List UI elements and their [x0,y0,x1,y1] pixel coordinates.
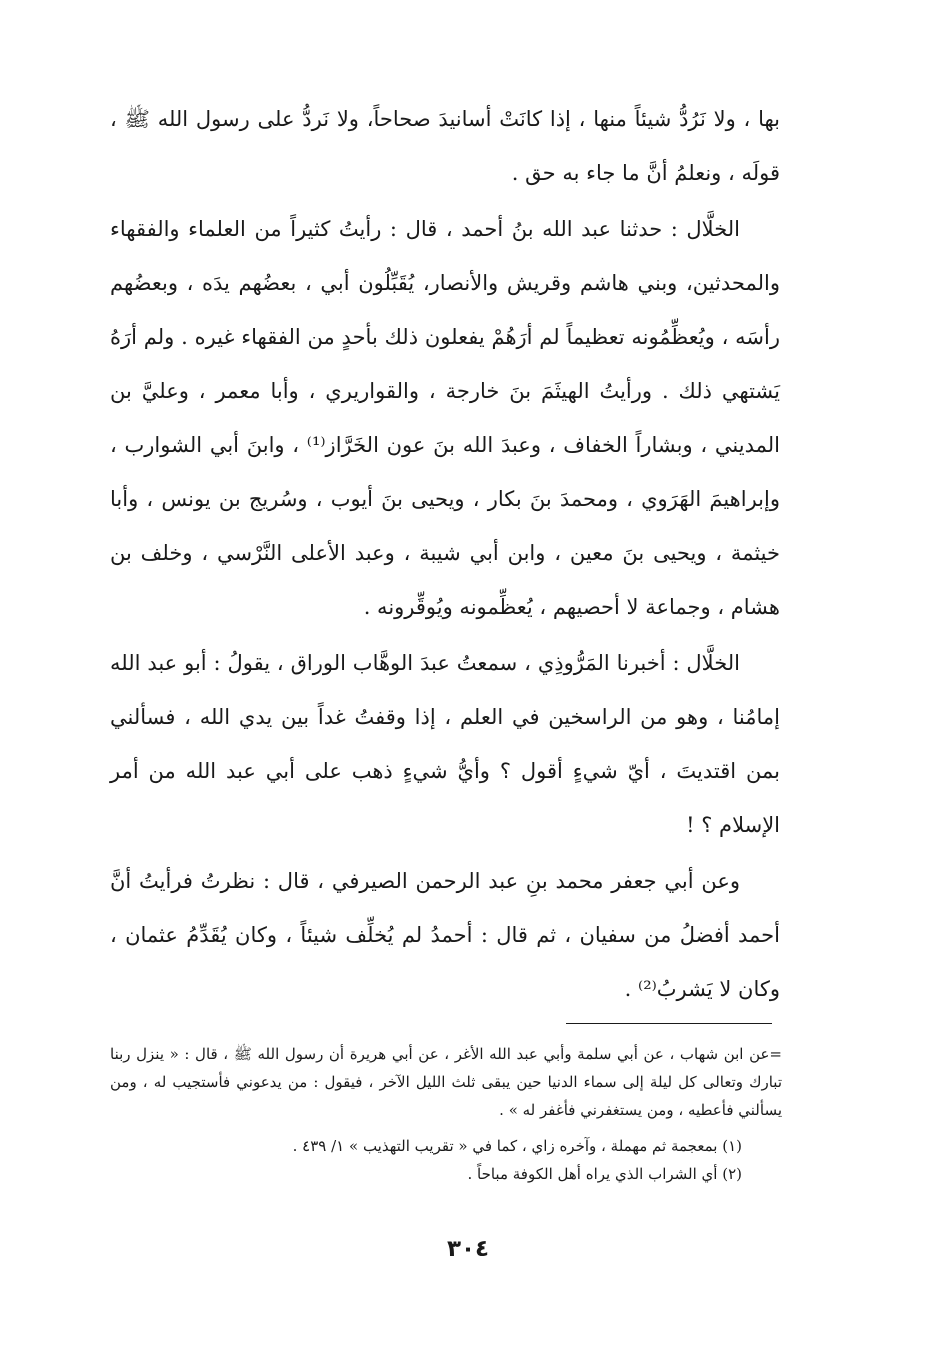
footnote-continuation: =عن ابن شهاب ، عن أبي سلمة وأبي عبد الله الأغر ، عن أبي هريرة أن رسول الله ﷺ ، قال : « ينزل ربنا تبارك وتعالى كل ليلة إلى سماء الدنيا حين يبقى ثلث الليل الآخر ، فيقول : من يدعوني فأستجيب له ، ومن يسألني فأعطيه ، ومن يستغفرني فأغفر له » . [110,1045,782,1119]
footnote-separator [566,1023,772,1024]
paragraph: الخلَّال : أخبرنا المَرُّوذِي ، سمعتُ عبدَ الوهَّاب الوراق ، يقولُ : أبو عبد الله إمامُنا ، وهو من الراسخين في العلم ، إذا وقفتُ غداً بين يدي الله ، فسألني بمن اقتديتَ ، أيّ شيءٍ أقول ؟ وأيُّ شيءٍ ذهب على أبي عبد الله من أمر الإسلام ؟ ! [110,651,780,837]
page-number: ٣٠٤ [446,1236,490,1262]
footnote-2: (٢) أي الشراب الذي يراه أهل الكوفة مباحاً . [467,1165,742,1183]
paragraph: بها ، ولا نَرُدُّ شيئاً منها ، إذا كانَتْ أسانيدَ صحاحاً، ولا نَردُّ على رسول الله ﷺ ، قولَه ، ونعلمُ أنَّ ما جاء به حق . [110,107,780,185]
paragraph: وعن أبي جعفر محمد بنِ عبد الرحمن الصيرفي ، قال : نظرتُ فرأيتُ أنَّ أحمد أفضلُ من سفيان ، ثم قال : أحمدُ لم يُخلِّف شيئاً ، وكان يُقَدِّمُ عثمان ، وكان لا يَشربُ⁽²⁾ . [110,869,780,1001]
footnote-1: (١) بمعجمة ثم مهملة ، وآخره زاي ، كما في « تقريب التهذيب » ١/ ٤٣٩ . [292,1137,742,1155]
paragraph: الخلَّال : حدثنا عبد الله بنُ أحمد ، قال : رأيتُ كثيراً من العلماء والفقهاء والمحدثين، وبني هاشم وقريش والأنصار، يُقَبِّلُون أبي ، بعضُهم يدَه ، وبعضُهم رأسَه ، ويُعظِّمُونه تعظيماً لم أرَهُمْ يفعلون ذلك بأحدٍ من الفقهاء غيره . ولم أرَهُ يَشتهي ذلك . ورأيتُ الهيثَمَ بنَ خارجة ، والقواريري ، وأبا معمر ، وعليَّ بن المديني ، وبشاراً الخفاف ، وعبدَ الله بنَ عون الخَرَّاز⁽¹⁾ ، وابنَ أبي الشوارب ، وإبراهيمَ الهَرَوي ، ومحمدَ بنَ بكار ، ويحيى بنَ أيوب ، وسُريج بن يونس ، وأبا خيثمة ، ويحيى بنَ معين ، وابن أبي شيبة ، وعبد الأعلى النَّرْسي ، وخلف بن هشام ، وجماعة لا أحصيهم ، يُعظِّمونه ويُوقِّرونه . [110,217,780,619]
footnotes [110,1040,782,1188]
main-text [110,92,780,1018]
